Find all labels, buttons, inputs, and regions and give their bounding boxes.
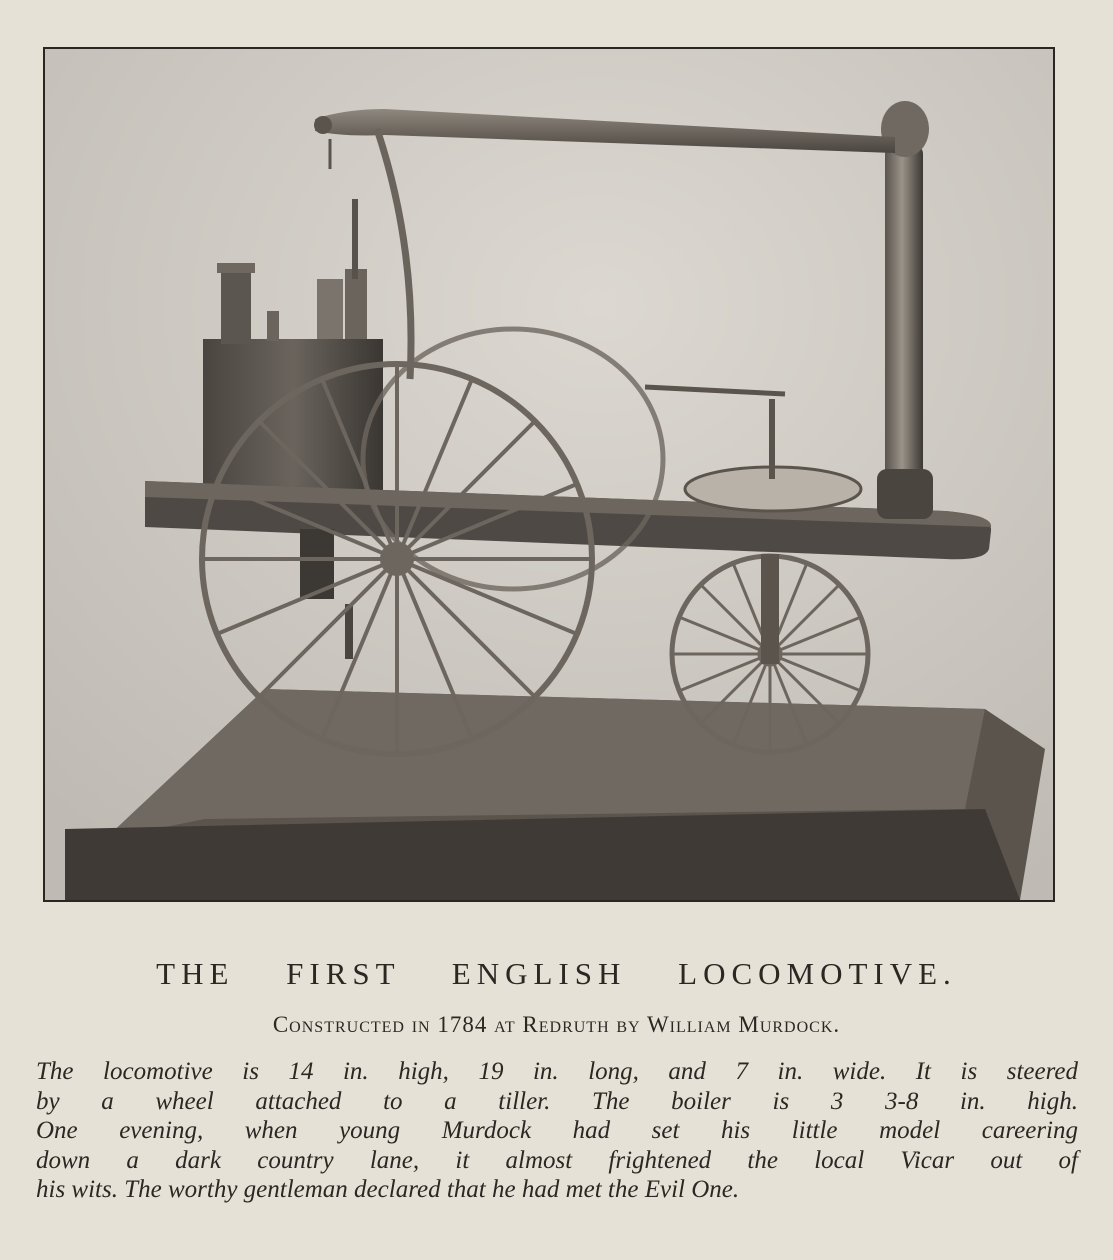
description-line: his wits. The worthy gentleman declared that he had met the Evil One. — [36, 1176, 740, 1204]
description-text — [36, 1057, 1078, 1205]
description-line: The locomotive is 14 in. high, 19 in. long, and 7 in. wide. It is steered — [36, 1058, 1078, 1085]
description-line: down a dark country lane, it almost frightened the local Vicar out of — [36, 1146, 1078, 1174]
caption-subtitle: Constructed in 1784 at Redruth by William Murdock. — [272, 1012, 841, 1037]
description-line: One evening, when young Murdock had set his little model careering — [36, 1117, 1078, 1145]
description-line: by a wheel attached to a tiller. The boiler is 3 3-8 in. high. — [36, 1087, 1078, 1115]
caption-title: THE FIRST ENGLISH LOCOMOTIVE. — [156, 956, 957, 991]
large-wheel — [202, 364, 592, 754]
locomotive-photograph — [43, 47, 1055, 902]
